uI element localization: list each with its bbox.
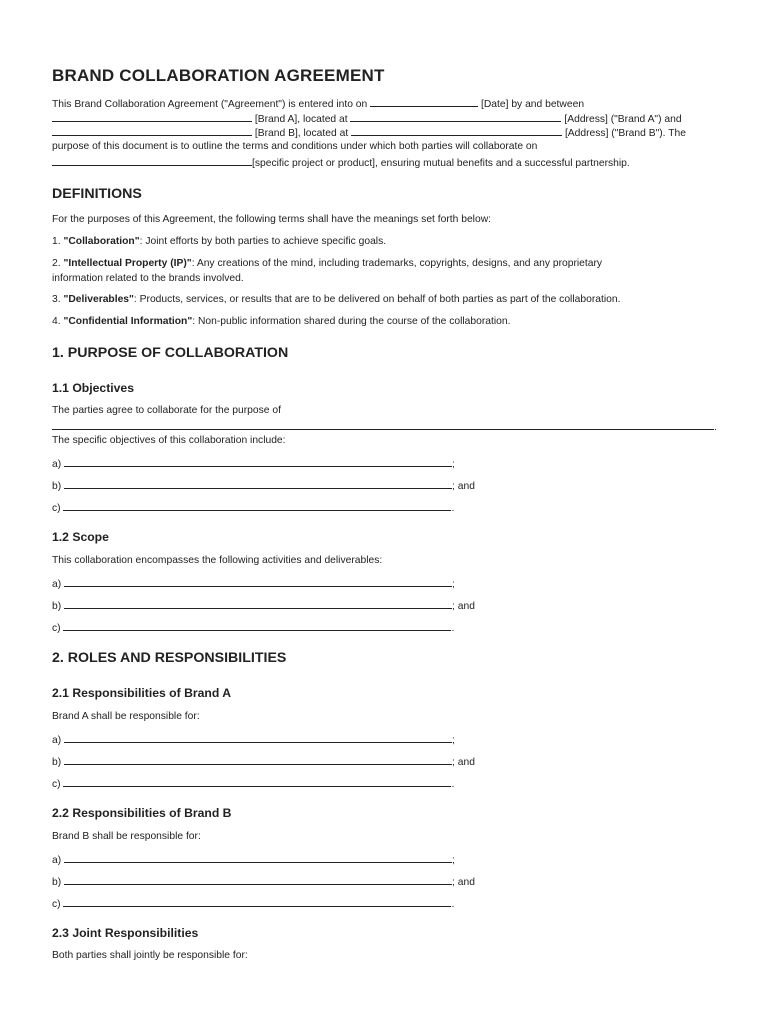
intro-line-1: This Brand Collaboration Agreement ("Agreement") is entered into on [Date] by and between — [52, 99, 585, 110]
purpose-blank — [52, 420, 714, 430]
definition-item: 1. "Collaboration": Joint efforts by both parties to achieve specific goals. — [52, 236, 387, 247]
brand-a-heading: 2.1 Responsibilities of Brand A — [52, 686, 232, 700]
purpose-heading: 1. PURPOSE OF COLLABORATION — [52, 345, 289, 361]
definition-item-continued: information related to the brands involved. — [52, 273, 244, 284]
scope-heading: 1.2 Scope — [52, 530, 109, 544]
joint-heading: 2.3 Joint Responsibilities — [52, 926, 199, 940]
list-item: b) ; and — [52, 481, 475, 492]
definition-item: 2. "Intellectual Property (IP)": Any creations of the mind, including trademarks, copyrights, designs, and any proprietary — [52, 258, 603, 269]
document-title: BRAND COLLABORATION AGREEMENT — [52, 66, 385, 85]
objectives-line-1: The parties agree to collaborate for the purpose of — [52, 405, 281, 416]
list-item: a) ; — [52, 579, 455, 590]
scope-line-1: This collaboration encompasses the following activities and deliverables: — [52, 555, 383, 566]
brand-a-blank — [52, 112, 252, 122]
objectives-heading: 1.1 Objectives — [52, 381, 134, 395]
list-item: a) ; — [52, 459, 455, 470]
definitions-heading: DEFINITIONS — [52, 186, 142, 202]
list-item: c) . — [52, 899, 455, 910]
list-item: c) . — [52, 623, 455, 634]
definition-item: 4. "Confidential Information": Non-public information shared during the course of the collaboration. — [52, 316, 511, 327]
list-item: c) . — [52, 779, 455, 790]
list-item: c) . — [52, 503, 455, 514]
definitions-intro: For the purposes of this Agreement, the following terms shall have the meanings set forth below: — [52, 214, 491, 225]
list-item: a) ; — [52, 855, 455, 866]
objectives-line-2: The specific objectives of this collaboration include: — [52, 435, 286, 446]
intro-line-5: [specific project or product], ensuring mutual benefits and a successful partnership. — [52, 156, 630, 170]
project-blank — [52, 156, 252, 166]
brand-b-heading: 2.2 Responsibilities of Brand B — [52, 806, 232, 820]
date-blank — [370, 97, 478, 107]
brand-b-line-1: Brand B shall be responsible for: — [52, 831, 201, 842]
intro-line-4: purpose of this document is to outline the terms and conditions under which both parties will collaborate on — [52, 141, 538, 152]
brand-a-line-1: Brand A shall be responsible for: — [52, 711, 200, 722]
list-item: b) ; and — [52, 757, 475, 768]
list-item: a) ; — [52, 735, 455, 746]
purpose-blank-line: . — [52, 420, 717, 434]
list-item: b) ; and — [52, 601, 475, 612]
address-a-blank — [350, 112, 561, 122]
brand-b-blank — [52, 126, 252, 136]
joint-line-1: Both parties shall jointly be responsible for: — [52, 950, 248, 961]
definition-item: 3. "Deliverables": Products, services, or results that are to be delivered on behalf of both parties as part of the collaboration. — [52, 294, 621, 305]
roles-heading: 2. ROLES AND RESPONSIBILITIES — [52, 650, 287, 666]
address-b-blank — [351, 126, 562, 136]
intro-line-2: [Brand A], located at [Address] ("Brand A") and — [52, 112, 682, 126]
intro-line-3: [Brand B], located at [Address] ("Brand B"). The — [52, 126, 686, 140]
list-item: b) ; and — [52, 877, 475, 888]
